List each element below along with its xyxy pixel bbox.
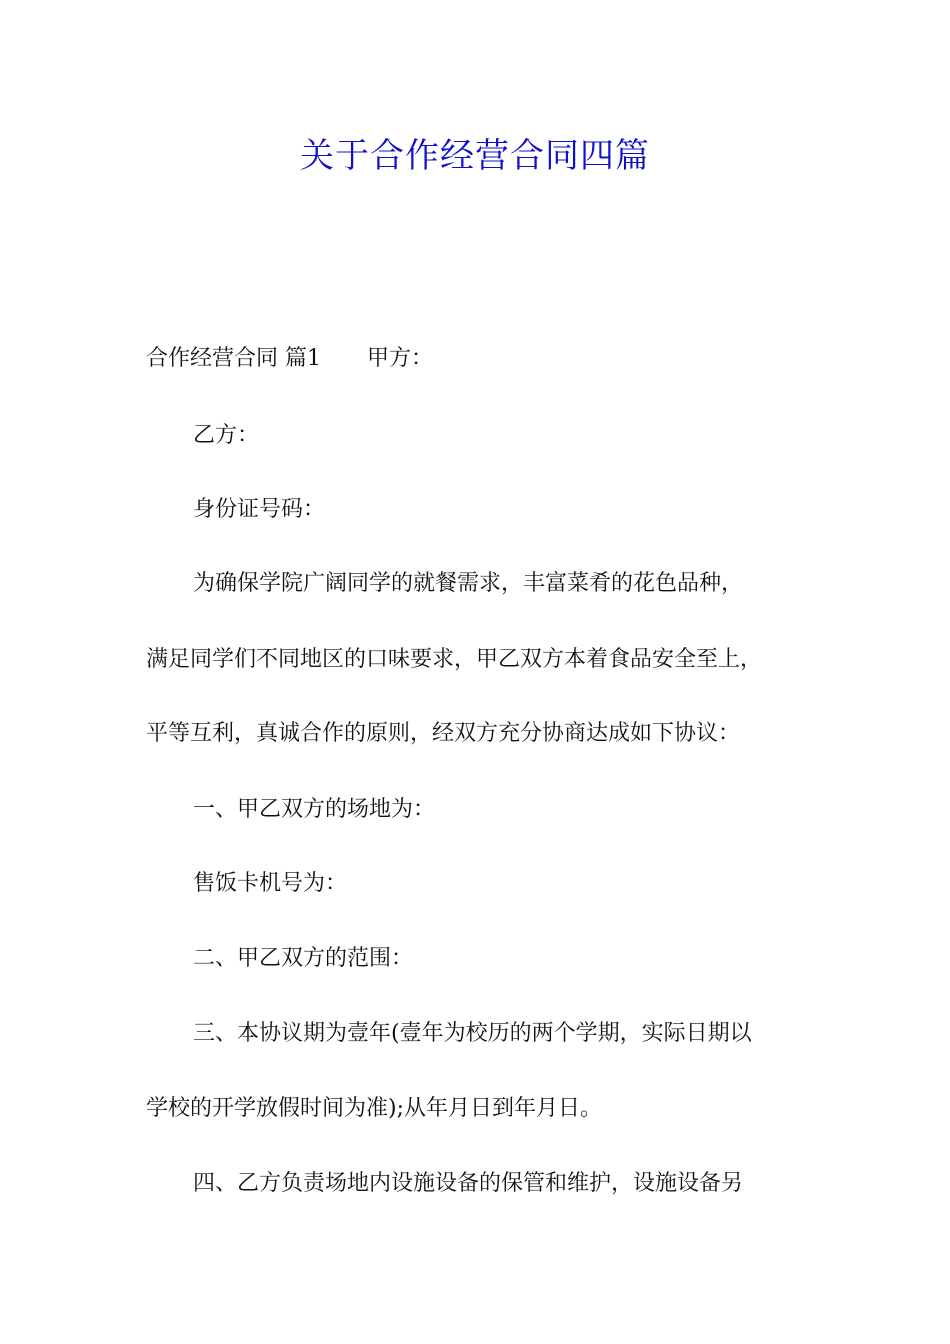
section-heading	[146, 344, 433, 374]
id-number-line: 身份证号码：	[193, 497, 326, 522]
party-b-line: 乙方：	[193, 423, 260, 448]
paragraph-line: 平等互利，真诚合作的原则，经双方充分协商达成如下协议：	[146, 721, 741, 746]
clause-four-line: 四、乙方负责场地内设施设备的保管和维护，设施设备另	[193, 1171, 744, 1196]
paragraph-line: 为确保学院广阔同学的就餐需求，丰富菜肴的花色品种，	[193, 571, 744, 596]
paragraph-line: 满足同学们不同地区的口味要求，甲乙双方本着食品安全至上，	[146, 647, 763, 672]
document-title: 关于合作经营合同四篇	[300, 136, 650, 176]
card-number-line: 售饭卡机号为：	[193, 871, 348, 896]
section-heading-label: 合作经营合同 篇1	[146, 346, 321, 371]
clause-three-line: 三、本协议期为壹年(壹年为校历的两个学期，实际日期以	[193, 1021, 752, 1046]
clause-two-line: 二、甲乙双方的范围：	[193, 946, 414, 971]
party-a-label: 甲方：	[367, 346, 434, 371]
clause-three-cont-line: 学校的开学放假时间为准);从年月日到年月日。	[146, 1096, 602, 1121]
clause-one-line: 一、甲乙双方的场地为：	[193, 797, 436, 822]
